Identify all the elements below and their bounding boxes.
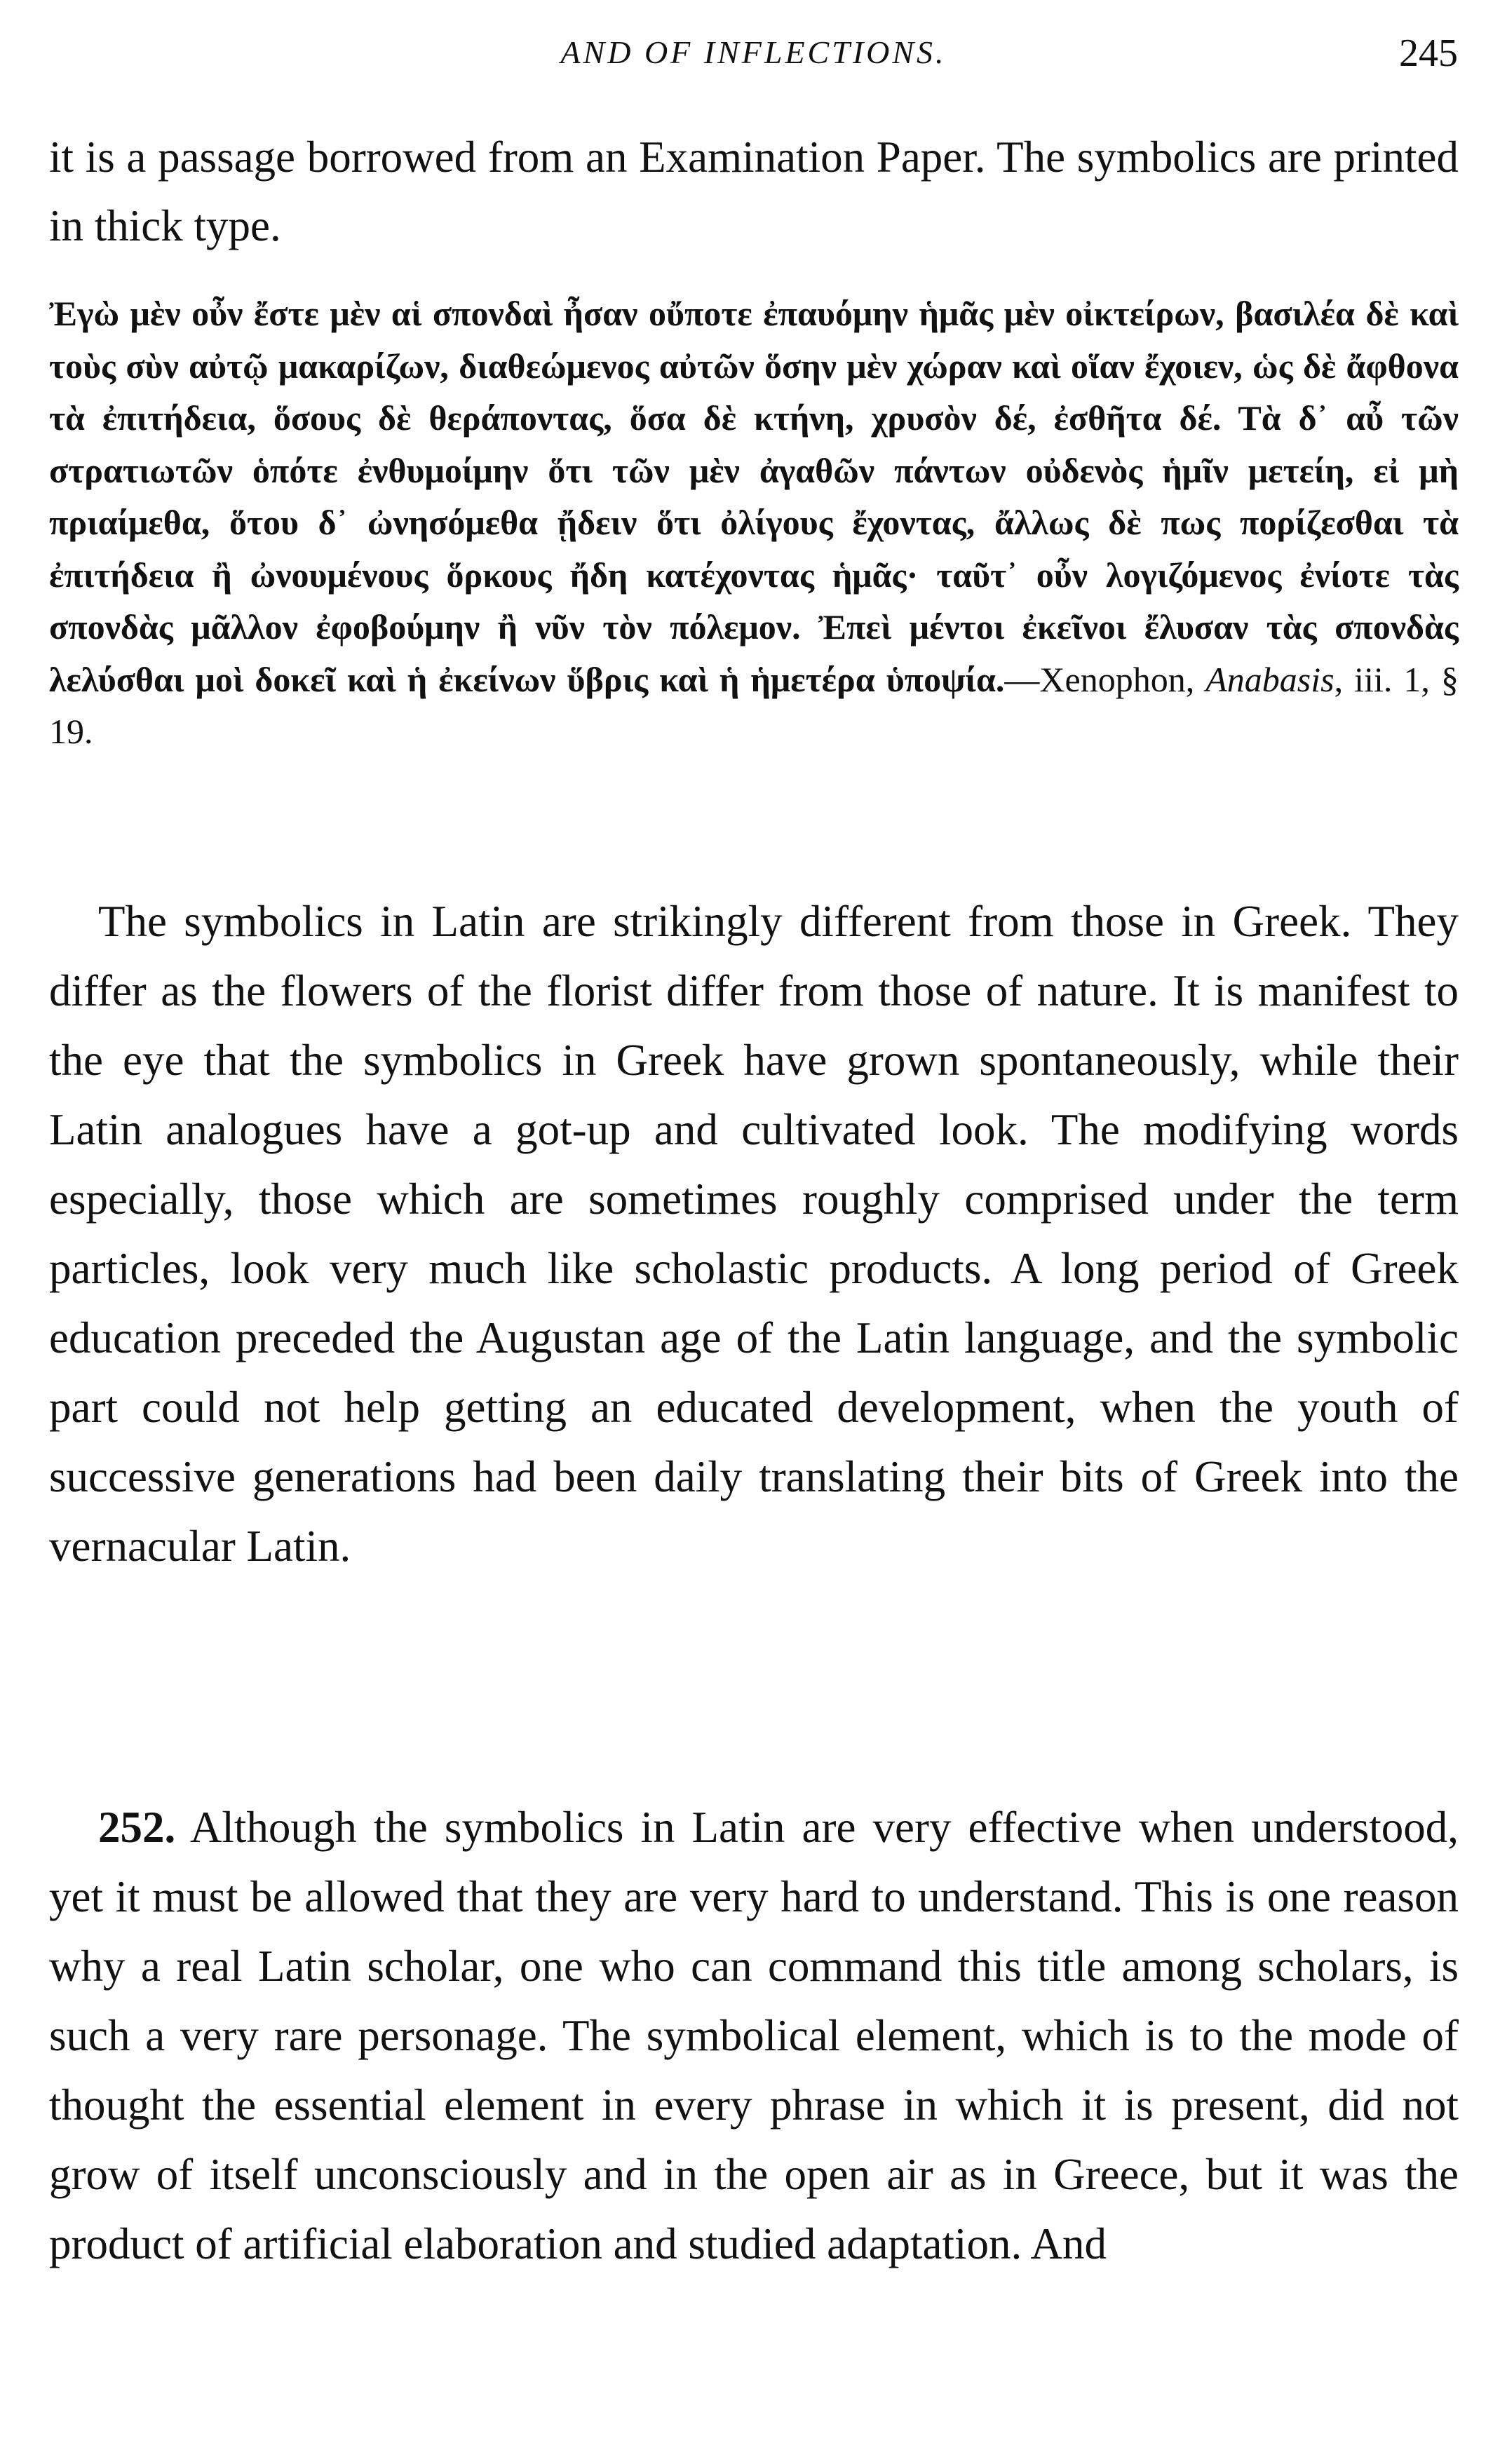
paragraph-symbolics-latin-greek: The symbolics in Latin are strikingly different from those in Greek. They differ as the flowers of the florist differ from those of nature. It is manifest to the eye that the symbolics in Greek have grown spontaneously, while their Latin analogues have a got-up and cultivated look. The modifying words especially, those which are sometimes roughly comprised under the term particles, look very much like scholastic products. A long period of Greek education preceded the Augustan age of the Latin language, and the symbolic part could not help getting an educated development, when the youth of successive generations had been daily translating their bits of Greek into the vernacular Latin. <box>49 897 1459 1571</box>
running-title: AND OF INFLECTIONS. <box>560 34 947 70</box>
lead-text: it is a passage borrowed from an Examination Paper. The symbolics are printed in thick type. <box>49 133 1459 250</box>
citation-work: Anabasis <box>1205 659 1334 699</box>
page-header <box>49 28 1458 77</box>
citation-author: —Xenophon, <box>1004 659 1206 699</box>
greek-quotation-text: Ἐγὼ μὲν οὖν ἔστε μὲν αἱ σπονδαὶ ἦσαν οὔποτε ἐπαυόμην ἡμᾶς μὲν οἰκτείρων, βασιλέα δὲ καὶ τοὺς σὺν αὐτῷ μακαρίζων, διαθεώμενος αὐτῶν ὅσην μὲν χώραν καὶ οἵαν ἔχοιεν, ὡς δὲ ἄφθονα τὰ ἐπιτήδεια, ὅσους δὲ θεράποντας, ὅσα δὲ κτήνη, χρυσὸν δέ, ἐσθῆτα δέ. Τὰ δ᾽ αὖ τῶν στρατιωτῶν ὁπότε ἐνθυμοίμην ὅτι τῶν μὲν ἀγαθῶν πάντων οὐδενὸς ἡμῖν μετείη, εἰ μὴ πριαίμεθα, ὅτου δ᾽ ὠνησόμεθα ᾔδειν ὅτι ὀλίγους ἔχοντας, ἄλλως δὲ πως πορίζεσθαι τὰ ἐπιτήδεια ἢ ὠνουμένους ὅρκους ἤδη κατέχοντας ἡμᾶς· ταῦτ᾽ οὖν λογιζόμενος ἐνίοτε τὰς σπονδὰς μᾶλλον ἐφοβούμην ἢ νῦν τὸν πόλεμον. Ἐπεὶ μέντοι ἐκεῖνοι ἔλυσαν τὰς σπονδὰς λελύσθαι μοὶ δοκεῖ καὶ ἡ ἐκείνων ὕβρις καὶ ἡ ἡμετέρα ὑποψία. <box>49 294 1459 699</box>
page-number: 245 <box>1399 32 1458 75</box>
paragraph-252-text: Although the symbolics in Latin are very effective when understood, yet it must be allowed that they are very hard to understand. This is one reason why a real Latin scholar, one who can command this title among scholars, is such a very rare personage. The symbolical element, which is to the mode of thought the essential element in every phrase in which it is present, did not grow of itself unconsciously and in the open air as in Greece, but it was the product of artificial elaboration and studied adaptation. And <box>49 1803 1459 2268</box>
citation-reference: , iii. 1, § 19. <box>49 659 1459 751</box>
greek-quotation <box>49 287 1459 758</box>
paragraph-252 <box>49 1793 1459 2279</box>
section-number: 252. <box>98 1803 176 1852</box>
